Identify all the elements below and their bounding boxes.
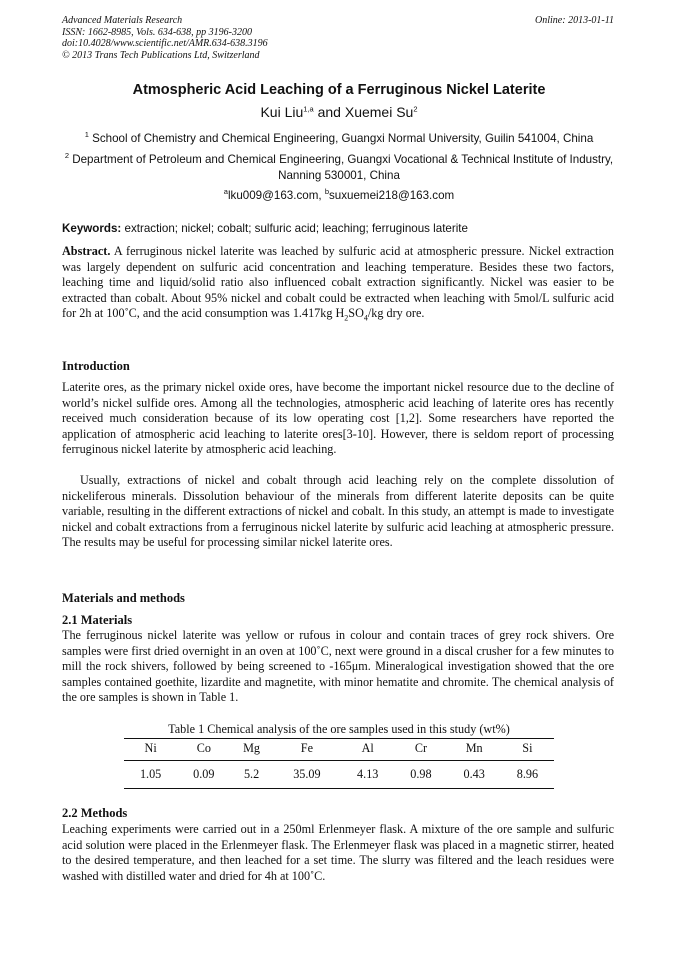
journal-header bbox=[62, 15, 268, 61]
table-header-cell: Mn bbox=[448, 739, 501, 761]
abstract-text-end: /kg dry ore. bbox=[367, 306, 425, 321]
author-2: Xuemei Su bbox=[344, 104, 414, 120]
keywords-label: Keywords: bbox=[62, 222, 122, 235]
author-1-affiliation-mark: 1,a bbox=[303, 104, 314, 114]
table-cell: 1.05 bbox=[124, 761, 177, 789]
keywords-text: extraction; nickel; cobalt; sulfuric acid; leaching; ferruginous laterite bbox=[121, 222, 468, 235]
author-emails bbox=[0, 189, 678, 202]
keywords bbox=[62, 222, 468, 235]
affiliation-2-text: Department of Petroleum and Chemical Engineering, Guangxi Vocational & Technical Institute of Industry, Nanning 530001, China bbox=[69, 153, 614, 182]
materials-paragraph: The ferruginous nickel laterite was yellow or rufous in colour and contain traces of grey rock shivers. Ore samples were first dried overnight in an oven at 100˚C, next were ground in a discal crusher for a few minutes to mill the rock shivers, followed by being screened to -165μm. Mineralogical investigation showed that the ore samples contained goethite, lizardite and magnetite, with minor hematite and chromite. The chemical analysis of the ore samples is shown in Table 1. bbox=[62, 628, 614, 705]
abstract-label: Abstract. bbox=[62, 244, 111, 258]
affiliation-2 bbox=[50, 152, 628, 183]
table-row bbox=[124, 761, 554, 789]
abstract bbox=[62, 244, 614, 322]
introduction-heading: Introduction bbox=[62, 359, 130, 373]
materials-subheading: 2.1 Materials bbox=[62, 613, 133, 627]
subscript-2: 2 bbox=[344, 313, 349, 323]
author-conjunction: and bbox=[313, 104, 345, 120]
methods-paragraph: Leaching experiments were carried out in a 250ml Erlenmeyer flask. A mixture of the ore sample and sulfuric acid solution were placed in the Erlenmeyer flask. The Erlenmeyer flask was placed in a magnetic stirrer, heated to the desired temperature, and then leached for a set time. The slurry was filtered and the leach residues were washed with distilled water and dried for 4h at 100˚C. bbox=[62, 822, 614, 883]
table-header-cell: Si bbox=[501, 739, 554, 761]
affiliation-1-text: School of Chemistry and Chemical Engineering, Guangxi Normal University, Guilin 541004, China bbox=[88, 132, 594, 145]
journal-name: Advanced Materials Research bbox=[62, 15, 183, 26]
author-2-affiliation-mark: 2 bbox=[413, 104, 418, 114]
affiliation-1-number: 1 bbox=[84, 130, 89, 140]
table-cell: 0.09 bbox=[177, 761, 230, 789]
table-header-cell: Cr bbox=[394, 739, 447, 761]
table-header-row bbox=[124, 739, 554, 761]
affiliation-2-number: 2 bbox=[64, 151, 70, 161]
author-line bbox=[0, 104, 678, 120]
paper-title: Atmospheric Acid Leaching of a Ferruginous Nickel Laterite bbox=[132, 82, 546, 98]
table-cell: 5.2 bbox=[230, 761, 272, 789]
table-cell: 8.96 bbox=[501, 761, 554, 789]
affiliation-1 bbox=[50, 131, 628, 147]
email-2: suxuemei218@163.com bbox=[328, 189, 455, 202]
table-cell: 35.09 bbox=[273, 761, 341, 789]
table-1-caption: Table 1 Chemical analysis of the ore samples used in this study (wt%) bbox=[168, 722, 510, 736]
table-header-cell: Co bbox=[177, 739, 230, 761]
journal-issn: ISSN: 1662-8985, Vols. 634-638, pp 3196-3200 bbox=[62, 26, 252, 38]
table-cell: 4.13 bbox=[341, 761, 394, 789]
table-header-cell: Al bbox=[341, 739, 394, 761]
online-date: Online: 2013-01-11 bbox=[535, 15, 614, 26]
table-header-cell: Mg bbox=[230, 739, 272, 761]
subscript-4: 4 bbox=[363, 313, 368, 323]
introduction-paragraph-2: Usually, extractions of nickel and cobalt through acid leaching rely on the complete dissolution of nickeliferous minerals. Dissolution behaviour of the minerals from different laterite deposits can be quite variable, resulting in the different extractions of nickel and cobalt. In this study, an attempt is made to investigate nickel and cobalt extractions from a ferruginous nickel laterite by sulfuric acid leaching at atmospheric pressure. The results may be useful for processing similar nickel laterite ores. bbox=[62, 473, 614, 550]
author-1: Kui Liu bbox=[260, 104, 304, 120]
table-header-cell: Fe bbox=[273, 739, 341, 761]
abstract-text-so: SO bbox=[348, 306, 364, 321]
introduction-paragraph-1: Laterite ores, as the primary nickel oxide ores, have become the important nickel resource due to the decline of world’s nickel sulfide ores. Among all the technologies, atmospheric acid leaching of laterite ores has recently received much consideration because of its low operating cost [1,2]. Some researchers have reported the application of atmospheric acid leaching to laterite ores[3-10]. However, there is seldom report of processing ferruginous nickel laterite by atmospheric acid leaching. bbox=[62, 380, 614, 457]
methods-subheading: 2.2 Methods bbox=[62, 806, 128, 820]
table-cell: 0.43 bbox=[448, 761, 501, 789]
journal-doi: doi:10.4028/www.scientific.net/AMR.634-638.3196 bbox=[62, 38, 268, 49]
journal-copyright: © 2013 Trans Tech Publications Ltd, Switzerland bbox=[62, 49, 260, 61]
materials-methods-heading: Materials and methods bbox=[62, 591, 185, 605]
table-cell: 0.98 bbox=[394, 761, 447, 789]
abstract-text: A ferruginous nickel laterite was leached by sulfuric acid at atmospheric pressure. Nickel extraction was largely dependent on sulfuric acid concentration and leaching temperature. Besides these two factors, leaching time and liquid/solid ratio also influenced cobalt extraction significantly. Nickel was easier to be extracted than cobalt. About 95% nickel and cobalt could be extracted when leaching with 5mol/L sulfuric acid for 2h at 100˚C, and the acid consumption was 1.417kg H bbox=[62, 244, 614, 321]
table-header-cell: Ni bbox=[124, 739, 177, 761]
email-1-mark: a bbox=[223, 187, 228, 197]
email-2-mark: b bbox=[324, 187, 329, 197]
email-1: lku009@163.com, bbox=[227, 189, 325, 202]
table-1 bbox=[124, 738, 554, 789]
